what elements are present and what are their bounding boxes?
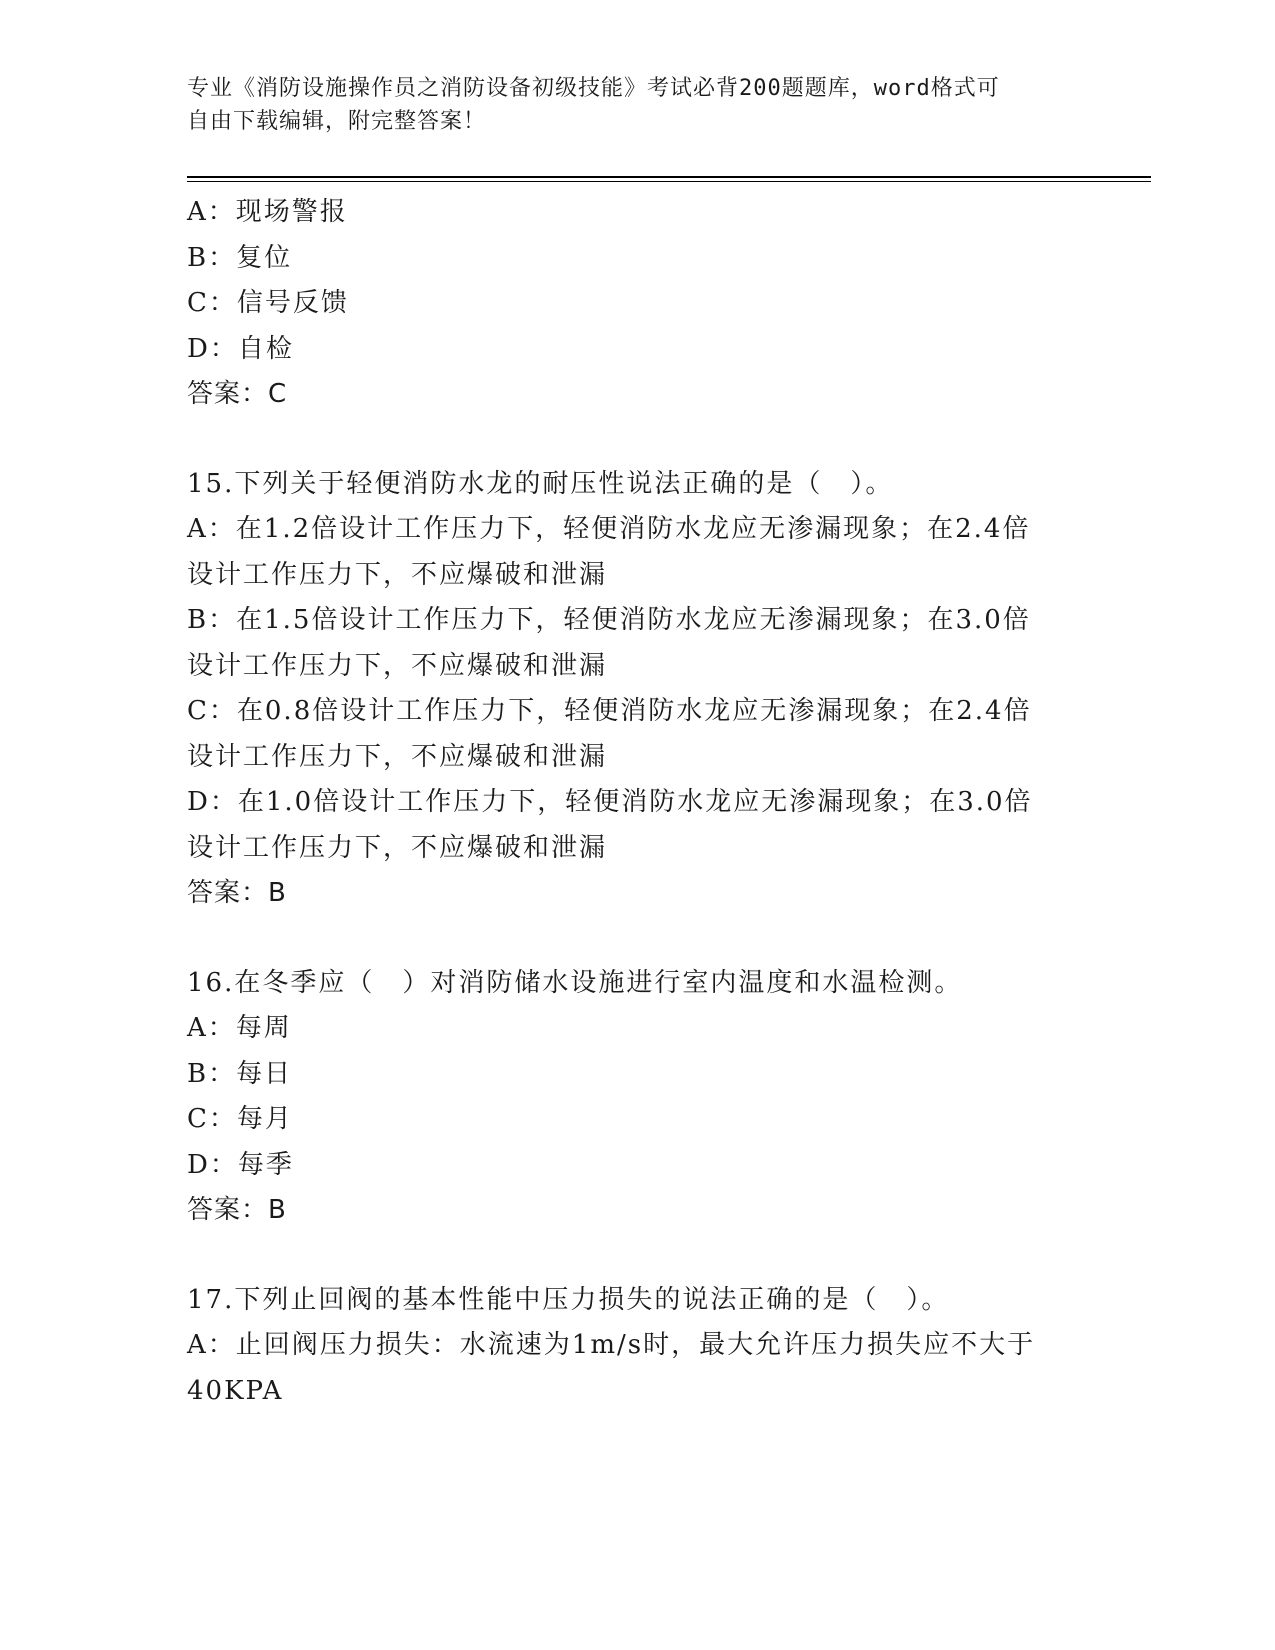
- q16-question: 16.在冬季应（ ）对消防储水设施进行室内温度和水温检测。: [187, 967, 963, 998]
- q15-option-d-line-1: D：在1.0倍设计工作压力下，轻便消防水龙应无渗漏现象；在3.0倍: [187, 787, 1033, 817]
- q15-answer: 答案：B: [187, 878, 287, 908]
- document-header: [187, 72, 1087, 138]
- header-line-1: 专业《消防设施操作员之消防设备初级技能》考试必背200题题库，word格式可: [187, 76, 1000, 101]
- question-14-block: [187, 190, 1087, 418]
- q16-answer: 答案：B: [187, 1195, 287, 1225]
- header-line-2: 自由下载编辑，附完整答案！: [187, 109, 487, 134]
- spacer: [187, 418, 1087, 462]
- q15-option-b-line-2: 设计工作压力下，不应爆破和泄漏: [187, 650, 608, 681]
- q15-option-c-line-2: 设计工作压力下，不应爆破和泄漏: [187, 741, 608, 772]
- spacer: [187, 1234, 1087, 1278]
- question-17-block: [187, 1278, 1087, 1415]
- q17-option-a-line-2: 40KPA: [187, 1375, 284, 1406]
- q15-option-d-line-2: 设计工作压力下，不应爆破和泄漏: [187, 832, 608, 863]
- q16-option-a: A：每周: [187, 1013, 292, 1043]
- q15-question: 15.下列关于轻便消防水龙的耐压性说法正确的是（ ）。: [187, 468, 894, 499]
- q14-option-c: C：信号反馈: [187, 288, 349, 318]
- q15-option-a-line-2: 设计工作压力下，不应爆破和泄漏: [187, 559, 608, 590]
- q16-option-b: B：每日: [187, 1058, 293, 1089]
- q14-option-a: A：现场警报: [187, 197, 348, 227]
- q15-option-c-line-1: C：在0.8倍设计工作压力下，轻便消防水龙应无渗漏现象；在2.4倍: [187, 696, 1032, 726]
- q15-option-a-line-1: A：在1.2倍设计工作压力下，轻便消防水龙应无渗漏现象；在2.4倍: [187, 514, 1031, 544]
- header-divider: [187, 176, 1151, 182]
- q16-option-c: C：每月: [187, 1104, 293, 1134]
- q14-option-b: B：复位: [187, 242, 293, 273]
- question-16-block: [187, 961, 1087, 1234]
- q16-option-d: D：每季: [187, 1149, 294, 1180]
- q17-question: 17.下列止回阀的基本性能中压力损失的说法正确的是（ ）。: [187, 1284, 950, 1315]
- spacer: [187, 917, 1087, 961]
- q15-option-b-line-1: B：在1.5倍设计工作压力下，轻便消防水龙应无渗漏现象；在3.0倍: [187, 605, 1031, 635]
- q14-answer: 答案：C: [187, 379, 288, 409]
- question-list: [187, 190, 1087, 1414]
- q14-option-d: D：自检: [187, 333, 294, 364]
- q17-option-a-line-1: A：止回阀压力损失：水流速为1m/s时，最大允许压力损失应不大于: [187, 1330, 1036, 1360]
- question-15-block: [187, 462, 1087, 917]
